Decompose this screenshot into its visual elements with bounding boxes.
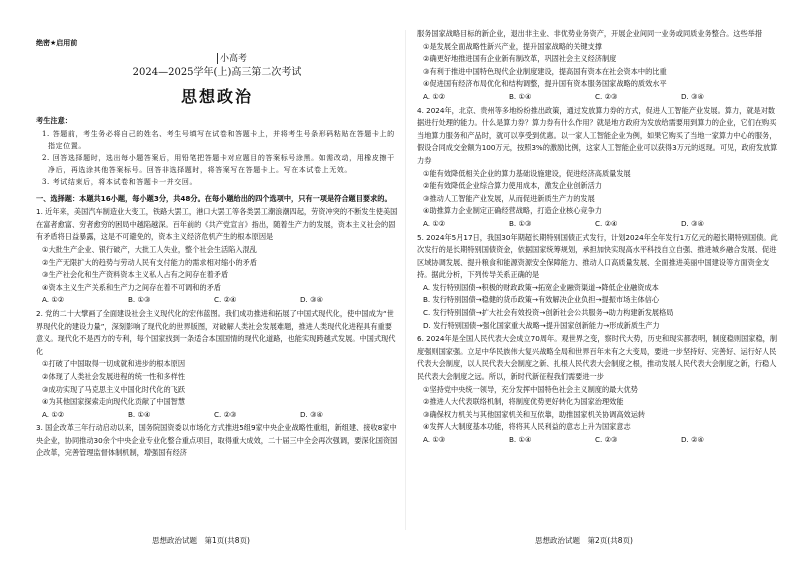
section-heading: 一、选择题：本题共16小题，每小题3分，共48分。在每小题给出的四个选项中，只有一项是符合题目要求的。 <box>36 193 392 203</box>
subject-title: 思想政治 <box>180 87 253 106</box>
option-item: ③确保权力机关与其他国家机关和互依靠，助推国家机关协调高效运转 <box>423 409 646 419</box>
option-item: ①大批生产企业、银行破产，大批工人失业，整个社会生活陷入混乱 <box>42 244 257 254</box>
option-item: ②推进人大代表联络机制，将制度优势更好转化为国家治理效能 <box>423 397 624 407</box>
option-item: B. 发行特别国债→稳健的货币政策→有效解决企业负担→提振市场主体信心 <box>423 295 660 305</box>
question-3-continued <box>417 28 779 104</box>
choice-d: D. ③④ <box>300 295 323 305</box>
choice-b: B. ①④ <box>128 409 151 419</box>
option-item: D. 发行特别国债→强化国家重大战略→提升国家创新能力→形成新质生产力 <box>423 320 660 330</box>
option-item: ②确更好地推进国有企业新有制改革，巩固社会主义经济制度 <box>423 54 617 64</box>
brand-bar-icon <box>217 53 218 64</box>
answer-choices <box>417 434 779 447</box>
option-item: ①打破了中国取得一切成就和进步的根本原因 <box>42 359 186 369</box>
question-5 <box>417 232 779 333</box>
option-item: ②生产无限扩大的趋势与劳动人民有支付能力的需求相对缩小的矛盾 <box>42 257 257 267</box>
option-item: ④助推算力企业制定正确经营战略，打造企业核心竞争力 <box>423 206 602 216</box>
option-item: C. 发行特别国债→扩大社会有效投资→创新社会公共服务→助力构建新发展格局 <box>423 308 674 318</box>
option-item: ①坚持党中央统一领导，充分发挥中国特色社会主义制度的最大优势 <box>423 384 638 394</box>
option-item: ②体现了人类社会发展进程的统一性和多样性 <box>42 371 186 381</box>
choice-b: B. ①④ <box>509 435 532 444</box>
choice-a: A. ①② <box>423 91 446 101</box>
option-item: ③生产社会化和生产资料资本主义私人占有之间存在着矛盾 <box>42 270 229 280</box>
choice-c: C. ②④ <box>595 218 618 228</box>
question-stem: 1. 近年来，美国汽车制造业大变工，铁路大罢工，港口大罢工等各类罢工潮浪潮四起，劳资冲突的不断发生使美国在富者愈富、穷者愈穷的困局中越陷越深。百年前的《共产党宣言》指出，随着生产力的发展，资本主义社会的固有矛盾将日益暴露，这是不可避免的，资本主义经济危机产生的根本原因是 <box>36 207 398 242</box>
choice-a: A. ①② <box>423 218 446 228</box>
notes-heading: 考生注意： <box>36 116 72 125</box>
answer-choices <box>417 218 779 231</box>
note-item: 2. 回答选择题时，选出每小题答案后，用铅笔把答题卡对应题目的答案标号涂黑。如需改动，用橡皮擦干净后，再选涂其他答案标号。回答非选择题时，将答案写在答题卡上。写在本试卷上无效。 <box>42 154 395 175</box>
choice-c: C. ②③ <box>214 409 237 419</box>
choice-d: D. ③④ <box>300 409 323 419</box>
answer-choices <box>36 409 398 422</box>
option-item: ④发挥人大制度基本功能，将将其人民利益的意志上升为国家意志 <box>423 422 631 432</box>
option-item: A. 发行特别国债→积极的财政政策→拓宽企业融资渠道→降低企业融资成本 <box>423 282 659 292</box>
choice-b: B. ①③ <box>128 295 151 305</box>
choice-b: B. ①④ <box>509 91 532 101</box>
choice-d: D. ③④ <box>681 91 704 101</box>
choice-d: D. ③④ <box>681 218 704 228</box>
choice-c: C. ②④ <box>214 295 237 305</box>
choice-c: C. ②③ <box>595 91 618 101</box>
question-4 <box>417 105 779 231</box>
question-2 <box>36 308 398 421</box>
left-column <box>36 26 398 460</box>
option-item: ④促进国有经济布局优化和结构调整，提升国有资本服务国家战略的质效水平 <box>423 79 667 89</box>
exam-title: 2024—2025学年(上)高三第二次考试 <box>132 67 302 78</box>
question-stem: 5. 2024年5月17日，我国30年期超长期特别国债正式发行，计划2024年全年发行1万亿元的超长期特别国债。此次发行的是长期特别国债资金，依据国家统筹规划，承担加快实现高水平科技自立自强、推进城乡融合发展、促进区域协调发展、提升粮食和能源资源安全保障能力、推动人口高质量发展、全面推进美丽中国建设等方面资金支持。据此分析，下列传导关系正确的是 <box>417 232 778 280</box>
question-1 <box>36 206 398 307</box>
answer-choices <box>417 91 779 104</box>
option-item: ④资本主义生产关系和生产力之间存在着不可调和的矛盾 <box>42 282 221 292</box>
choice-c: C. ②③ <box>595 435 618 444</box>
question-stem: 4. 2024年，北京、贵州等多地纷纷推出政策，通过发放算力券的方式，促进人工智能产业发展。算力，就是对数据进行处理的能力。什么是算力券？算力券有什么作用？就是地方政府为发放给需要用到算力的企业，它们在购买当地算力服务和产品时，就可以享受到优惠。以一家人工智能企业为例，如果它购买了当地一家算力中心的服务，假设合同成交金额为100万元，按照3%的激励比例，这家人工智能企业可以获得3万元的返现。可见，政府发放算力券 <box>417 105 778 165</box>
brand-name: 小高考 <box>219 54 247 64</box>
choice-b: B. ①③ <box>509 218 532 228</box>
confidential-label: 绝密★启用前 <box>36 39 78 47</box>
option-item: ③成功实现了马克思主义中国化时代化的飞跃 <box>42 384 186 394</box>
option-item: ③推动人工智能产业发展，从而促进新质生产力的发展 <box>423 193 595 203</box>
page-footer-right: 思想政治试题 第2页(共8页) <box>535 536 633 545</box>
page-footer-left: 思想政治试题 第1页(共8页) <box>152 536 250 545</box>
note-item: 1. 答题前，考生务必将自己的姓名、考生号填写在试卷和答题卡上，并将考生号条形码粘贴在答题卡上的指定位置。 <box>42 129 395 150</box>
option-item: ③有利于推进中国特色现代企业制度建设，提高国有资本在社会资本中的比重 <box>423 66 667 76</box>
question-stem: 2. 党的二十大擘画了全面建设社会主义现代化的宏伟蓝图。我们成功推进和拓展了中国式现代化，使中国成为“世界现代化的建设力量”，深刻影响了现代化的世界版图，对破解人类社会发展难题，推进人类现代化进程具有重要意义。现代化不是西方的专利，每个国家找到一条适合本国国情的现代化道路，也能实现跨越式发展。中国式现代化 <box>36 308 396 356</box>
choice-d: D. ②④ <box>681 435 704 444</box>
question-stem: 3. 国企改革三年行动启动以来，国务院国资委以市场化方式推进5组9家中央企业战略性重组，新组建、接收8家中央企业，协同推动30余个中央企业专业化整合重点项目，取得重大成效，二十届三中全会再次强调，要深化国资国企改革，完善管理监督体制机制，增强国有经济 <box>36 423 398 458</box>
brand-line <box>36 53 398 66</box>
question-stem: 6. 2024年是全国人民代表大会成立70周年。观世界之变，察时代大势，历史和现实都表明，制度稳则国家稳，制度强则国家强。立足中华民族伟大复兴战略全局和世界百年未有之大变局，要进一步坚持好、完善好、运行好人民代表大会制度，以人民代表大会制度之新、扎根人民代表大会制度之根，推动发展人民代表大会制度之新，行稳人民代表大会制度之远。所以，新时代新征程我们需要进一步 <box>417 334 778 382</box>
question-3 <box>36 422 398 460</box>
question-stem-tail: 服务国家战略目标的新企业，退出非主业、非优势业务资产，开展企业间同一业务或同质业务整合。这些举措 <box>417 29 763 38</box>
right-column <box>417 28 779 447</box>
option-item: ④为其他国家探索走向现代化贡献了中国智慧 <box>42 397 186 407</box>
question-6 <box>417 333 779 446</box>
option-item: ①是发展全面战略性新兴产业，提升国家战略的关键支撑 <box>423 41 602 51</box>
choice-a: A. ①② <box>42 409 65 419</box>
note-item: 3. 考试结束后，将本试卷和答题卡一并交回。 <box>42 178 198 187</box>
choice-a: A. ①② <box>42 295 65 305</box>
option-item: ①能有效降低相关企业的算力基础设施建设，促进经济高质量发展 <box>423 168 631 178</box>
answer-choices <box>36 294 398 307</box>
option-item: ②能有效降低企业综合算力使用成本，激发企业创新活力 <box>423 181 602 191</box>
column-divider <box>405 30 406 530</box>
choice-a: A. ①③ <box>423 435 446 444</box>
